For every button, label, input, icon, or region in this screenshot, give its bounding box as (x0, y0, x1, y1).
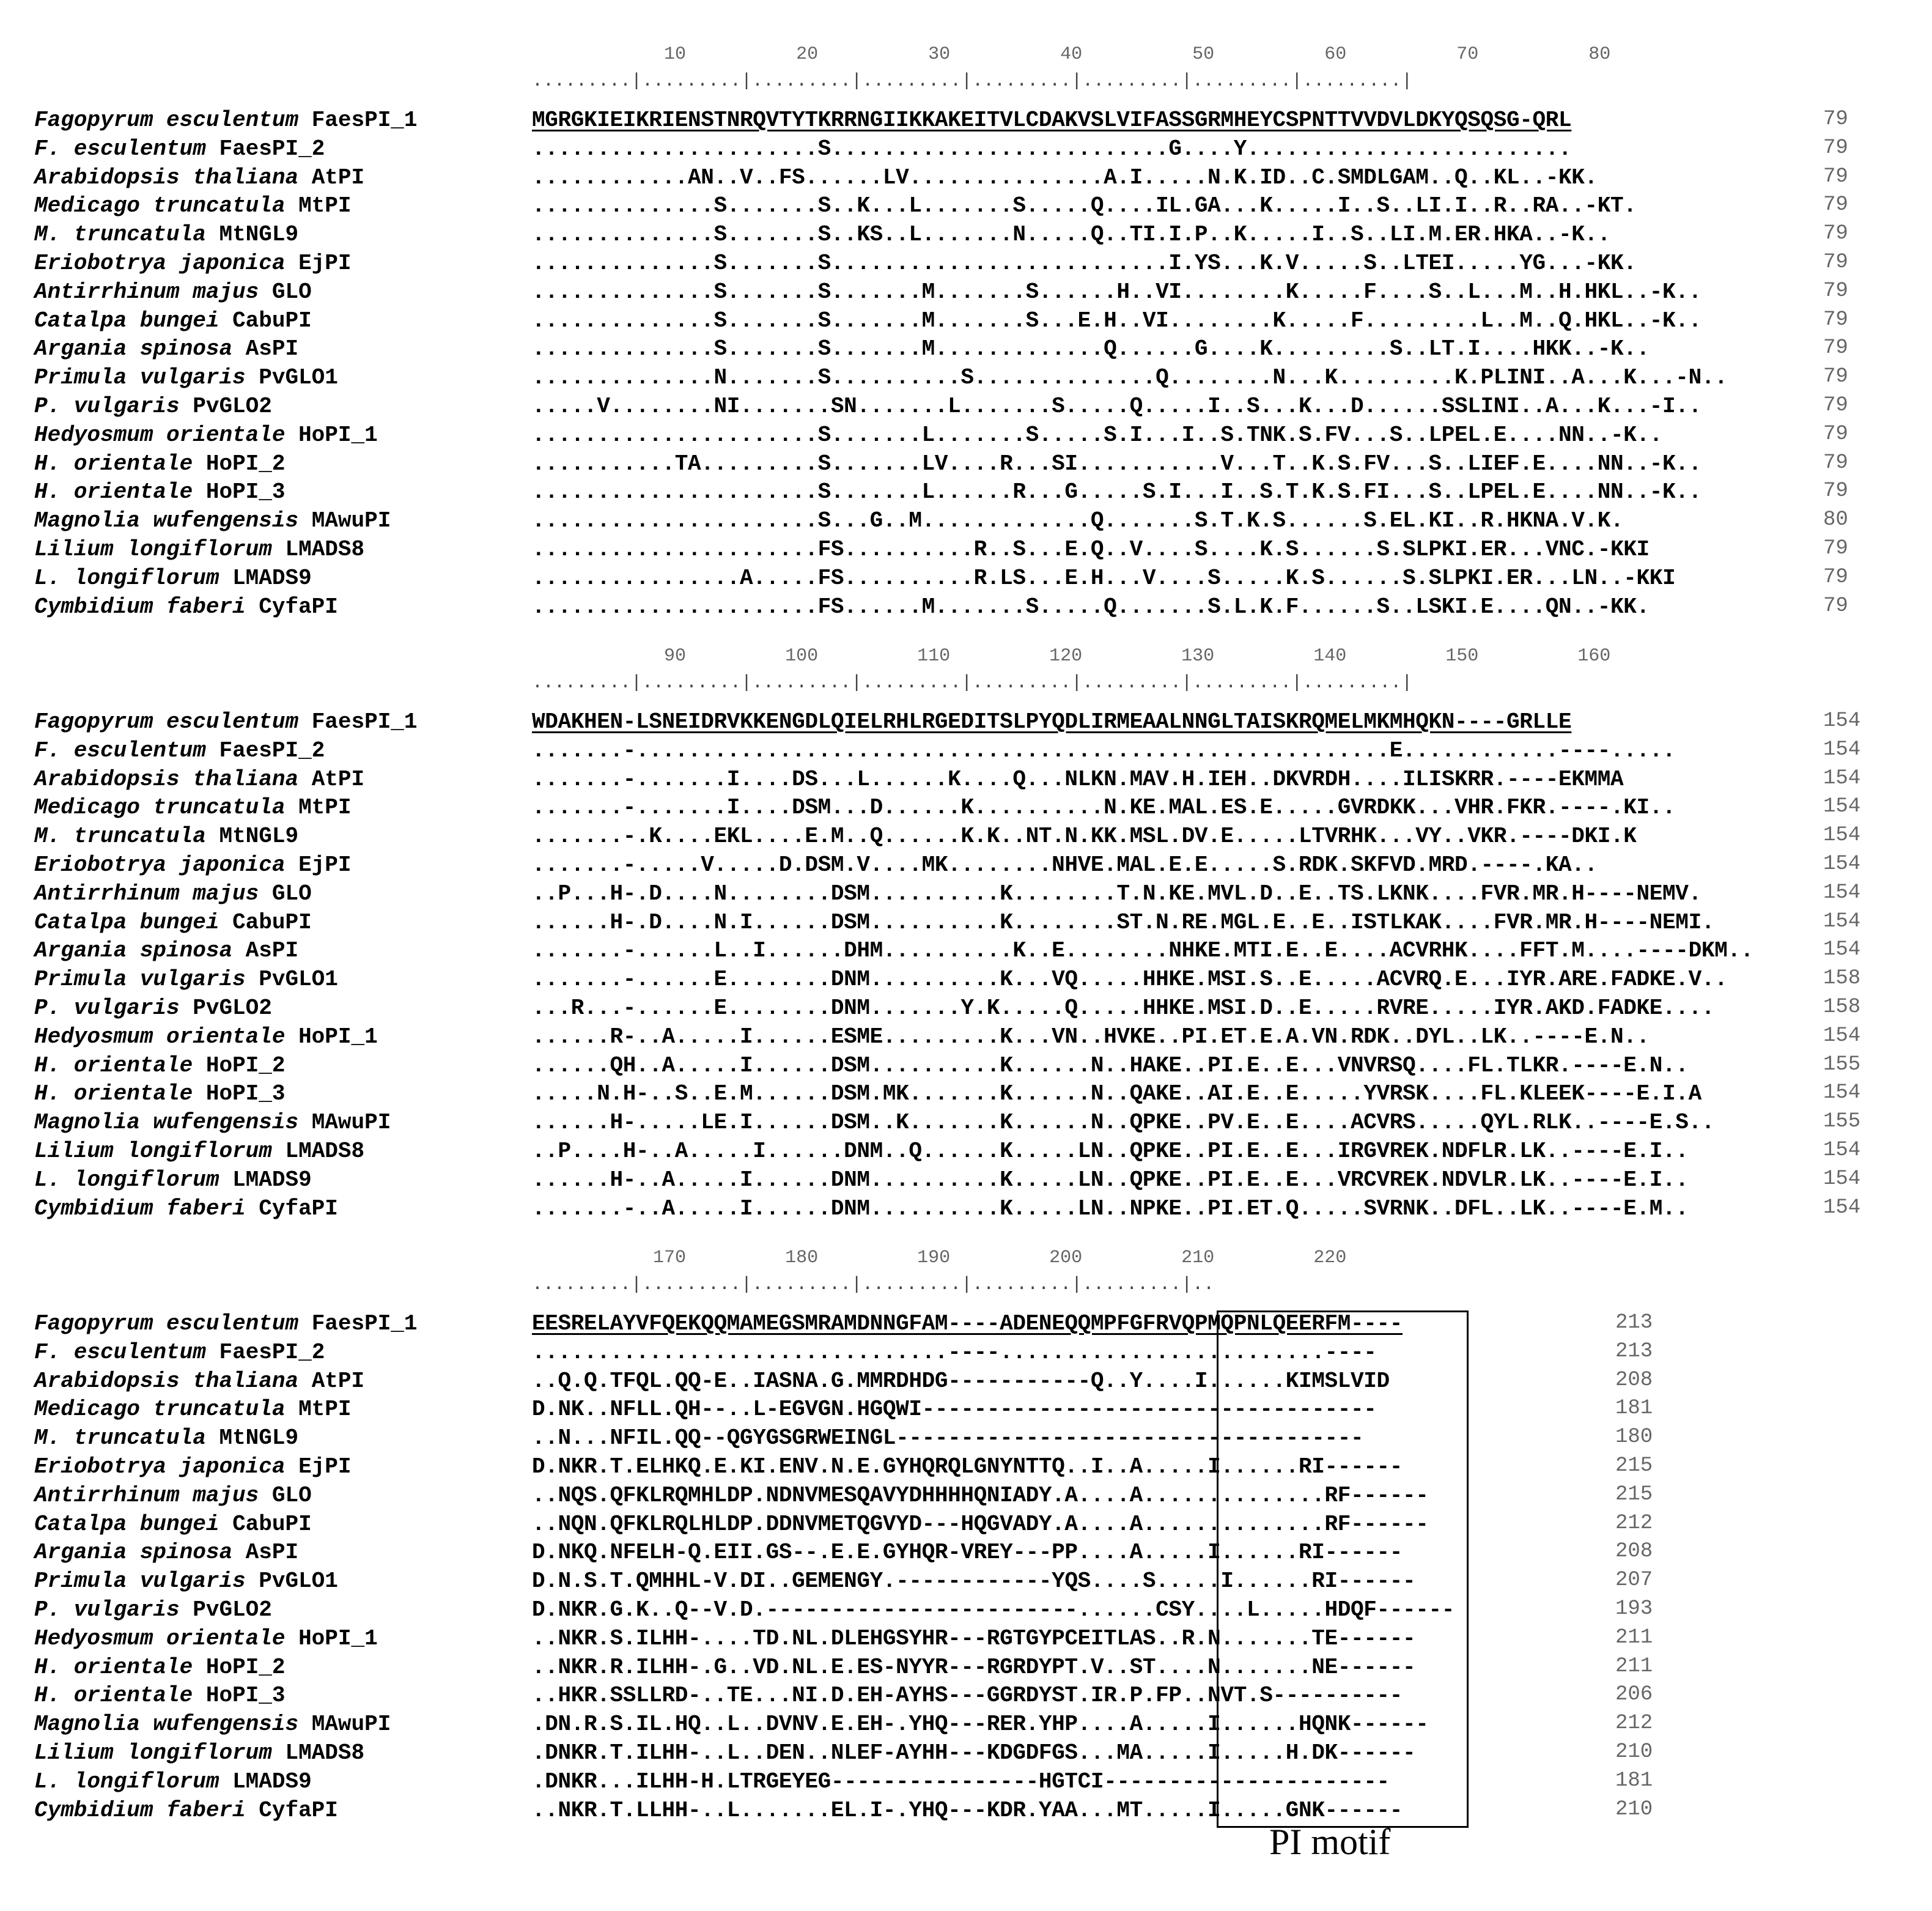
gene-name: LMADS8 (285, 1740, 365, 1765)
sequence-name (34, 996, 272, 1021)
sequence-residues: ......H-.....LE.I......DSM..K.......K......N..QPKE..PV.E..E....ACVRS.....QYL.RLK..----E.S.. (532, 1110, 1715, 1136)
sequence-length: 79 (1823, 108, 1848, 131)
gene-name: LMADS9 (232, 1167, 312, 1192)
gene-name: CabuPI (232, 909, 312, 935)
sequence-name (34, 508, 391, 533)
sequence-length: 155 (1823, 1052, 1861, 1076)
sequence-residues: ...R...-......E........DNM.......Y.K.....Q.....HHKE.MSI.D..E.....RVRE.....IYR.AKD.FADKE.... (532, 996, 1715, 1021)
sequence-residues: ..N...NFIL.QQ--QGYGSGRWEINGL------------------------------------ (532, 1425, 1364, 1451)
species-name: Arabidopsis thaliana (34, 164, 299, 190)
sequence-name (34, 566, 312, 591)
pi-motif-label: PI motif (1269, 1822, 1391, 1862)
gene-name: PvGLO2 (193, 1597, 272, 1622)
sequence-length: 79 (1823, 537, 1848, 560)
species-name: H. orientale (34, 479, 193, 505)
sequence-length: 79 (1823, 308, 1848, 331)
sequence-length: 79 (1823, 565, 1848, 589)
sequence-name (34, 479, 285, 505)
species-name: Hedyosmum orientale (34, 1625, 286, 1651)
sequence-residues: D.NKR.T.ELHKQ.E.KI.ENV.N.E.GYHQRQLGNYNTTQ..I..A.....I......RI------ (532, 1454, 1403, 1479)
gene-name: MtNGL9 (219, 824, 299, 849)
sequence-length: 215 (1615, 1454, 1653, 1477)
species-name: H. orientale (34, 451, 193, 476)
species-name: Lilium longiflorum (34, 537, 272, 562)
sequence-name (34, 537, 364, 562)
gene-name: MAwuPI (311, 508, 391, 534)
sequence-residues: .DNKR...ILHH-H.LTRGEYEG----------------HGTCI---------------------- (532, 1769, 1390, 1794)
species-name: Medicago truncatula (34, 795, 286, 821)
sequence-length: 154 (1823, 881, 1861, 904)
gene-name: LMADS9 (232, 565, 312, 591)
sequence-residues: ................A.....FS..........R.LS...E.H...V....S.....K.S......S.SLPKI.ER...LN..-KKI (532, 565, 1676, 591)
position-ruler (532, 1249, 1346, 1300)
species-name: Eriobotrya japonica (34, 251, 286, 276)
sequence-length: 212 (1615, 1511, 1653, 1535)
sequence-residues: ..............N.......S..........S..............Q........N...K.........K.PLINI..A...K...-N.. (532, 365, 1728, 391)
species-name: L. longiflorum (34, 565, 219, 591)
gene-name: LMADS8 (285, 537, 365, 562)
species-name: Cymbidium faberi (34, 1196, 246, 1221)
sequence-name (34, 1024, 378, 1049)
sequence-length: 79 (1823, 479, 1848, 503)
sequence-name (34, 1626, 378, 1651)
species-name: F. esculentum (34, 1339, 206, 1365)
species-name: Argania spinosa (34, 336, 233, 362)
sequence-residues: ..............S.......S..KS..L.......N.....Q..TI.I.P..K.....I..S..LI.M.ER.HKA..-K.. (532, 222, 1611, 248)
sequence-name (34, 910, 312, 935)
sequence-length: 211 (1615, 1625, 1653, 1649)
species-name: Antirrhinum majus (34, 279, 259, 305)
species-name: Fagopyrum esculentum (34, 1311, 299, 1336)
sequence-residues: .......-.K....EKL....E.M..Q......K.K..NT.N.KK.MSL.DV.E.....LTVRHK...VY..VKR.----DKI.K (532, 824, 1637, 849)
sequence-length: 208 (1615, 1540, 1653, 1564)
sequence-length: 79 (1823, 394, 1848, 417)
gene-name: EjPI (298, 1454, 352, 1479)
gene-name: FaesPI_2 (219, 737, 325, 763)
species-name: P. vulgaris (34, 1597, 180, 1622)
gene-name: MAwuPI (311, 1712, 391, 1737)
species-name: Magnolia wufengensis (34, 508, 299, 534)
sequence-length: 79 (1823, 164, 1848, 188)
gene-name: MtPI (298, 193, 352, 219)
sequence-name (34, 709, 418, 734)
species-name: Primula vulgaris (34, 1569, 246, 1594)
species-name: M. truncatula (34, 222, 206, 248)
gene-name: PvGLO2 (193, 394, 272, 419)
sequence-name (34, 1311, 418, 1336)
sequence-name (34, 1110, 391, 1135)
sequence-name (34, 1740, 364, 1765)
sequence-length: 215 (1615, 1482, 1653, 1506)
gene-name: HoPI_1 (298, 1625, 378, 1651)
sequence-length: 79 (1823, 422, 1848, 446)
ruler-ticks: .........|.........|.........|.........|.........|.........|.. (532, 1274, 1215, 1295)
gene-name: FaesPI_1 (311, 1311, 418, 1336)
gene-name: FaesPI_2 (219, 1339, 325, 1365)
sequence-name (34, 1540, 298, 1565)
sequence-name (34, 1425, 298, 1451)
sequence-name (34, 824, 298, 849)
sequence-residues: .DNKR.T.ILHH-..L..DEN..NLEF-AYHH---KDGDFGS...MA.....I.....H.DK------ (532, 1740, 1416, 1765)
species-name: H. orientale (34, 1683, 193, 1709)
sequence-name (34, 1769, 312, 1794)
sequence-residues: ...........TA.........S.......LV....R...SI...........V...T..K.S.FV...S..LIEF.E....NN..-K.. (532, 451, 1702, 476)
species-name: L. longiflorum (34, 1167, 219, 1192)
gene-name: PvGLO1 (259, 967, 338, 992)
sequence-name (34, 1139, 364, 1164)
sequence-length: 154 (1823, 1024, 1861, 1048)
sequence-length: 154 (1823, 824, 1861, 848)
sequence-residues: .......-......L..I......DHM..........K..E........NHKE.MTI.E..E....ACVRHK....FFT.M....----DKM.. (532, 938, 1753, 964)
species-name: Eriobotrya japonica (34, 852, 286, 878)
sequence-name (34, 336, 298, 361)
sequence-residues: ..............S.......S..........................I.YS...K.V.....S..LTEI.....YG...-KK. (532, 251, 1637, 276)
sequence-length: 79 (1823, 451, 1848, 475)
sequence-length: 158 (1823, 996, 1861, 1019)
sequence-residues: D.NKQ.NFELH-Q.EII.GS--.E.E.GYHQR-VREY---PP....A.....I......RI------ (532, 1540, 1403, 1565)
species-name: Fagopyrum esculentum (34, 108, 299, 133)
sequence-name (34, 308, 312, 333)
sequence-residues: D.N.S.T.QMHHL-V.DI..GEMENGY.------------YQS....S.....I......RI------ (532, 1569, 1416, 1594)
sequence-residues: ......QH..A.....I......DSM..........K......N..HAKE..PI.E..E...VNVRSQ....FL.TLKR.----E.N.. (532, 1052, 1689, 1078)
sequence-residues: ..............S.......S.......M.............Q......G....K.........S..LT.I....HKK..-K.. (532, 336, 1650, 362)
species-name: Argania spinosa (34, 938, 233, 964)
sequence-length: 193 (1615, 1597, 1653, 1621)
gene-name: MAwuPI (311, 1110, 391, 1136)
species-name: Antirrhinum majus (34, 1482, 259, 1508)
sequence-residues: ..NKR.T.LLHH-..L.......EL.I-.YHQ---KDR.YAA...MT.....I.....GNK------ (532, 1797, 1403, 1823)
sequence-name (34, 136, 325, 161)
sequence-name (34, 1712, 391, 1737)
sequence-name (34, 279, 312, 305)
sequence-residues: ..NQN.QFKLRQLHLDP.DDNVMETQGVYD---HQGVADY.A....A..............RF------ (532, 1511, 1429, 1537)
species-name: Primula vulgaris (34, 365, 246, 391)
sequence-length: 180 (1615, 1425, 1653, 1449)
sequence-residues: .......-.......I....DSM...D......K..........N.KE.MAL.ES.E.....GVRDKK...VHR.FKR.----.KI.. (532, 795, 1676, 821)
gene-name: AtPI (311, 164, 365, 190)
sequence-residues: D.NK..NFLL.QH--..L-EGVGN.HGQWI----------------------------------- (532, 1397, 1377, 1422)
pi-motif-box (1217, 1310, 1469, 1828)
sequence-name (34, 423, 378, 448)
gene-name: FaesPI_1 (311, 108, 418, 133)
sequence-length: 154 (1823, 1139, 1861, 1162)
gene-name: HoPI_2 (205, 1052, 286, 1078)
gene-name: FaesPI_2 (219, 136, 325, 161)
sequence-name (34, 767, 364, 792)
sequence-length: 79 (1823, 136, 1848, 160)
sequence-residues: ......................FS......M.......S.....Q.......S.L.K.F......S..LSKI.E....QN..-KK. (532, 594, 1650, 619)
sequence-name (34, 193, 352, 218)
sequence-length: 154 (1823, 1167, 1861, 1191)
gene-name: HoPI_1 (298, 422, 378, 448)
species-name: L. longiflorum (34, 1769, 219, 1794)
gene-name: AsPI (245, 938, 299, 964)
ruler-ticks: .........|.........|.........|.........|.........|.........|.........|.........| (532, 673, 1413, 693)
sequence-length: 154 (1823, 938, 1861, 962)
species-name: F. esculentum (34, 136, 206, 161)
gene-name: CabuPI (232, 308, 312, 333)
sequence-name (34, 1454, 352, 1479)
gene-name: FaesPI_1 (311, 709, 418, 734)
sequence-residues: ..............S.......S.......M.......S......H..VI........K.....F....S..L...M..H.HKL..-K.. (532, 279, 1702, 305)
species-name: Catalpa bungei (34, 1511, 219, 1537)
species-name: Hedyosmum orientale (34, 1024, 286, 1049)
sequence-residues: .....V........NI.......SN.......L.......S.....Q.....I..S...K...D......SSLINI..A...K...-I.. (532, 394, 1702, 419)
gene-name: HoPI_2 (205, 1654, 286, 1680)
gene-name: CabuPI (232, 1511, 312, 1537)
species-name: H. orientale (34, 1081, 193, 1107)
gene-name: MtPI (298, 1397, 352, 1422)
species-name: Lilium longiflorum (34, 1139, 272, 1164)
gene-name: EjPI (298, 852, 352, 878)
sequence-length: 181 (1615, 1769, 1653, 1792)
sequence-residues: ..NKR.R.ILHH-.G..VD.NL.E.ES-NYYR---RGRDYPT.V..ST....N.......NE------ (532, 1654, 1416, 1680)
gene-name: AsPI (245, 1540, 299, 1565)
gene-name: HoPI_3 (205, 479, 286, 505)
sequence-residues: .......-..........................................................E............----..... (532, 737, 1676, 763)
gene-name: LMADS8 (285, 1139, 365, 1164)
sequence-length: 210 (1615, 1797, 1653, 1821)
species-name: Fagopyrum esculentum (34, 709, 299, 734)
sequence-residues: .......-.....V.....D.DSM.V....MK........NHVE.MAL.E.E.....S.RDK.SKFVD.MRD.----.KA.. (532, 852, 1598, 878)
sequence-name (34, 1196, 338, 1221)
sequence-length: 79 (1823, 365, 1848, 389)
sequence-length: 154 (1823, 795, 1861, 819)
gene-name: MtNGL9 (219, 1425, 299, 1451)
sequence-residues: ..NQS.QFKLRQMHLDP.NDNVMESQAVYDHHHHQNIADY.A....A..............RF------ (532, 1482, 1429, 1508)
gene-name: MtNGL9 (219, 222, 299, 248)
sequence-name (34, 394, 272, 419)
sequence-residues: ..P...H-.D....N........DSM..........K........T.N.KE.MVL.D..E..TS.LKNK....FVR.MR.H----NEMV. (532, 881, 1702, 906)
gene-name: PvGLO2 (193, 996, 272, 1021)
sequence-name (34, 1569, 338, 1594)
gene-name: AtPI (311, 1368, 365, 1394)
gene-name: HoPI_1 (298, 1024, 378, 1049)
sequence-name (34, 1512, 312, 1537)
sequence-residues: EESRELAYVFQEKQQMAMEGSMRAMDNNGFAM----ADENEQQMPFGFRVQPMQPNLQEERFM---- (532, 1311, 1403, 1336)
sequence-name (34, 1483, 312, 1508)
sequence-length: 158 (1823, 967, 1861, 991)
ruler-numbers: 10 20 30 40 50 60 70 80 (532, 44, 1611, 65)
sequence-name (34, 1081, 285, 1106)
gene-name: PvGLO1 (259, 365, 338, 391)
sequence-residues: .....N.H-..S..E.M......DSM.MK.......K......N..QAKE..AI.E..E.....YVRSK....FL.KLEEK----E.I.A (532, 1081, 1702, 1107)
species-name: Cymbidium faberi (34, 1797, 246, 1823)
species-name: M. truncatula (34, 824, 206, 849)
sequence-length: 80 (1823, 508, 1848, 532)
sequence-length: 211 (1615, 1654, 1653, 1678)
sequence-name (34, 881, 312, 906)
sequence-name (34, 1167, 312, 1192)
sequence-length: 213 (1615, 1311, 1653, 1334)
sequence-length: 154 (1823, 709, 1861, 733)
sequence-name (34, 1369, 364, 1394)
species-name: P. vulgaris (34, 996, 180, 1021)
gene-name: AtPI (311, 766, 365, 792)
sequence-name (34, 1683, 285, 1708)
sequence-name (34, 967, 338, 992)
sequence-residues: .......-..A.....I......DNM..........K.....LN..NPKE..PI.ET.Q.....SVRNK..DFL..LK..----E.M.. (532, 1196, 1689, 1221)
species-name: P. vulgaris (34, 394, 180, 419)
sequence-residues: .DN.R.S.IL.HQ..L..DVNV.E.EH-.YHQ---RER.YHP....A.....I......HQNK------ (532, 1712, 1429, 1737)
sequence-residues: ......H-..A.....I......DNM..........K.....LN..QPKE..PI.E..E...VRCVREK.NDVLR.LK..----E.I.. (532, 1167, 1689, 1192)
sequence-name (34, 1655, 285, 1680)
sequence-length: 155 (1823, 1110, 1861, 1134)
sequence-length: 207 (1615, 1569, 1653, 1592)
species-name: Catalpa bungei (34, 909, 219, 935)
gene-name: EjPI (298, 251, 352, 276)
sequence-residues: ..HKR.SSLLRD-..TE...NI.D.EH-AYHS---GGRDYST.IR.P.FP..NVT.S---------- (532, 1683, 1403, 1709)
species-name: Primula vulgaris (34, 967, 246, 992)
sequence-residues: .......-......E........DNM..........K...VQ.....HHKE.MSI.S..E.....ACVRQ.E...IYR.ARE.FADKE.V.. (532, 967, 1728, 992)
sequence-name (34, 1397, 352, 1422)
species-name: Medicago truncatula (34, 193, 286, 219)
species-name: Medicago truncatula (34, 1397, 286, 1422)
species-name: M. truncatula (34, 1425, 206, 1451)
sequence-length: 210 (1615, 1740, 1653, 1764)
ruler-numbers: 170 180 190 200 210 220 (532, 1248, 1347, 1268)
species-name: Catalpa bungei (34, 308, 219, 333)
sequence-residues: ..Q.Q.TFQL.QQ-E..IASNA.G.MMRDHDG-----------Q..Y....I......KIMSLVID (532, 1368, 1390, 1394)
sequence-length: 154 (1823, 766, 1861, 790)
sequence-length: 154 (1823, 909, 1861, 933)
gene-name: AsPI (245, 336, 299, 362)
sequence-name (34, 1798, 338, 1823)
sequence-residues: D.NKR.G.K..Q--V.D.------------------------......CSY....L.....HDQF------ (532, 1597, 1455, 1622)
species-name: Magnolia wufengensis (34, 1712, 299, 1737)
sequence-name (34, 795, 352, 820)
sequence-length: 79 (1823, 193, 1848, 217)
species-name: Eriobotrya japonica (34, 1454, 286, 1479)
species-name: Arabidopsis thaliana (34, 766, 299, 792)
species-name: Magnolia wufengensis (34, 1110, 299, 1136)
sequence-residues: ..............S.......S.......M.......S...E.H..VI........K.....F.........L..M..Q.HKL..-K.. (532, 308, 1702, 333)
sequence-name (34, 165, 364, 190)
sequence-name (34, 1340, 325, 1365)
gene-name: CyfaPI (259, 1797, 338, 1823)
gene-name: GLO (271, 279, 312, 305)
sequence-length: 154 (1823, 737, 1861, 761)
position-ruler (532, 647, 1610, 698)
species-name: Hedyosmum orientale (34, 422, 286, 448)
sequence-name (34, 365, 338, 390)
gene-name: GLO (271, 1482, 312, 1508)
gene-name: PvGLO1 (259, 1569, 338, 1594)
gene-name: CyfaPI (259, 594, 338, 619)
sequence-length: 181 (1615, 1397, 1653, 1421)
sequence-residues: ................................----.........................---- (532, 1339, 1377, 1365)
sequence-residues: ..NKR.S.ILHH-....TD.NL.DLEHGSYHR---RGTGYPCEITLAS..R.N.......TE------ (532, 1625, 1416, 1651)
sequence-length: 208 (1615, 1368, 1653, 1392)
sequence-length: 154 (1823, 852, 1861, 876)
sequence-name (34, 594, 338, 619)
sequence-length: 79 (1823, 222, 1848, 246)
sequence-residues: ............AN..V..FS......LV...............A.I.....N.K.ID..C.SMDLGAM..Q..KL..-KK. (532, 164, 1598, 190)
sequence-name (34, 108, 418, 133)
sequence-name (34, 451, 285, 476)
sequence-residues: ......................S.......L.......S.....S.I...I..S.TNK.S.FV...S..LPEL.E....NN..-K.. (532, 422, 1663, 448)
sequence-residues: ..............S.......S..K...L.......S.....Q....IL.GA...K.....I..S..LI.I..R..RA..-KT. (532, 193, 1637, 219)
sequence-length: 79 (1823, 594, 1848, 618)
sequence-length: 79 (1823, 251, 1848, 274)
sequence-name (34, 1053, 285, 1078)
sequence-residues: MGRGKIEIKRIENSTNRQVTYTKRRNGIIKKAKEITVLCDAKVSLVIFASSGRMHEYCSPNTTVVDVLDKYQSQSG-QRL (532, 108, 1572, 133)
sequence-residues: ......H-.D....N.I......DSM..........K........ST.N.RE.MGL.E..E..ISTLKAK....FVR.MR.H----NEMI. (532, 909, 1715, 935)
species-name: Argania spinosa (34, 1540, 233, 1565)
sequence-length: 154 (1823, 1081, 1861, 1105)
ruler-numbers: 90 100 110 120 130 140 150 160 (532, 646, 1611, 667)
sequence-name (34, 738, 325, 763)
gene-name: MtPI (298, 795, 352, 821)
position-ruler (532, 45, 1610, 97)
gene-name: GLO (271, 881, 312, 906)
sequence-residues: ......................S...G..M.............Q.......S.T.K.S......S.EL.KI..R.HKNA.V.K. (532, 508, 1624, 534)
gene-name: CyfaPI (259, 1196, 338, 1221)
sequence-name (34, 222, 298, 247)
species-name: Lilium longiflorum (34, 1740, 272, 1765)
gene-name: HoPI_3 (205, 1683, 286, 1709)
species-name: H. orientale (34, 1654, 193, 1680)
sequence-length: 79 (1823, 336, 1848, 360)
sequence-name (34, 1597, 272, 1622)
gene-name: LMADS9 (232, 1769, 312, 1794)
sequence-residues: ......R-..A.....I......ESME.........K...VN..HVKE..PI.ET.E.A.VN.RDK..DYL..LK..----E.N.. (532, 1024, 1650, 1049)
sequence-name (34, 938, 298, 963)
sequence-residues: WDAKHEN-LSNEIDRVKKENGDLQIELRHLRGEDITSLPYQDLIRMEAALNNGLTAISKRQMELMKMHQKN----GRLLE (532, 709, 1572, 734)
sequence-length: 206 (1615, 1683, 1653, 1707)
species-name: H. orientale (34, 1052, 193, 1078)
species-name: Arabidopsis thaliana (34, 1368, 299, 1394)
sequence-name (34, 852, 352, 878)
gene-name: HoPI_2 (205, 451, 286, 476)
species-name: Cymbidium faberi (34, 594, 246, 619)
gene-name: HoPI_3 (205, 1081, 286, 1107)
species-name: Antirrhinum majus (34, 881, 259, 906)
sequence-residues: ..P....H-..A.....I......DNM..Q......K.....LN..QPKE..PI.E..E...IRGVREK.NDFLR.LK..----E.I.. (532, 1139, 1689, 1164)
sequence-length: 212 (1615, 1712, 1653, 1735)
sequence-residues: ......................FS..........R..S...E.Q..V....S....K.S......S.SLPKI.ER...VNC.-KKI (532, 537, 1650, 562)
sequence-residues: ......................S..........................G....Y......................... (532, 136, 1572, 161)
ruler-ticks: .........|.........|.........|.........|.........|.........|.........|.........| (532, 71, 1413, 92)
sequence-length: 154 (1823, 1196, 1861, 1219)
sequence-residues: ......................S.......L......R...G.....S.I...I..S.T.K.S.FI...S..LPEL.E....NN..-K.. (532, 479, 1702, 505)
sequence-length: 79 (1823, 279, 1848, 303)
sequence-length: 213 (1615, 1339, 1653, 1363)
sequence-name (34, 251, 352, 276)
sequence-residues: .......-.......I....DS...L......K....Q...NLKN.MAV.H.IEH..DKVRDH....ILISKRR.----EKMMA (532, 766, 1624, 792)
species-name: F. esculentum (34, 737, 206, 763)
